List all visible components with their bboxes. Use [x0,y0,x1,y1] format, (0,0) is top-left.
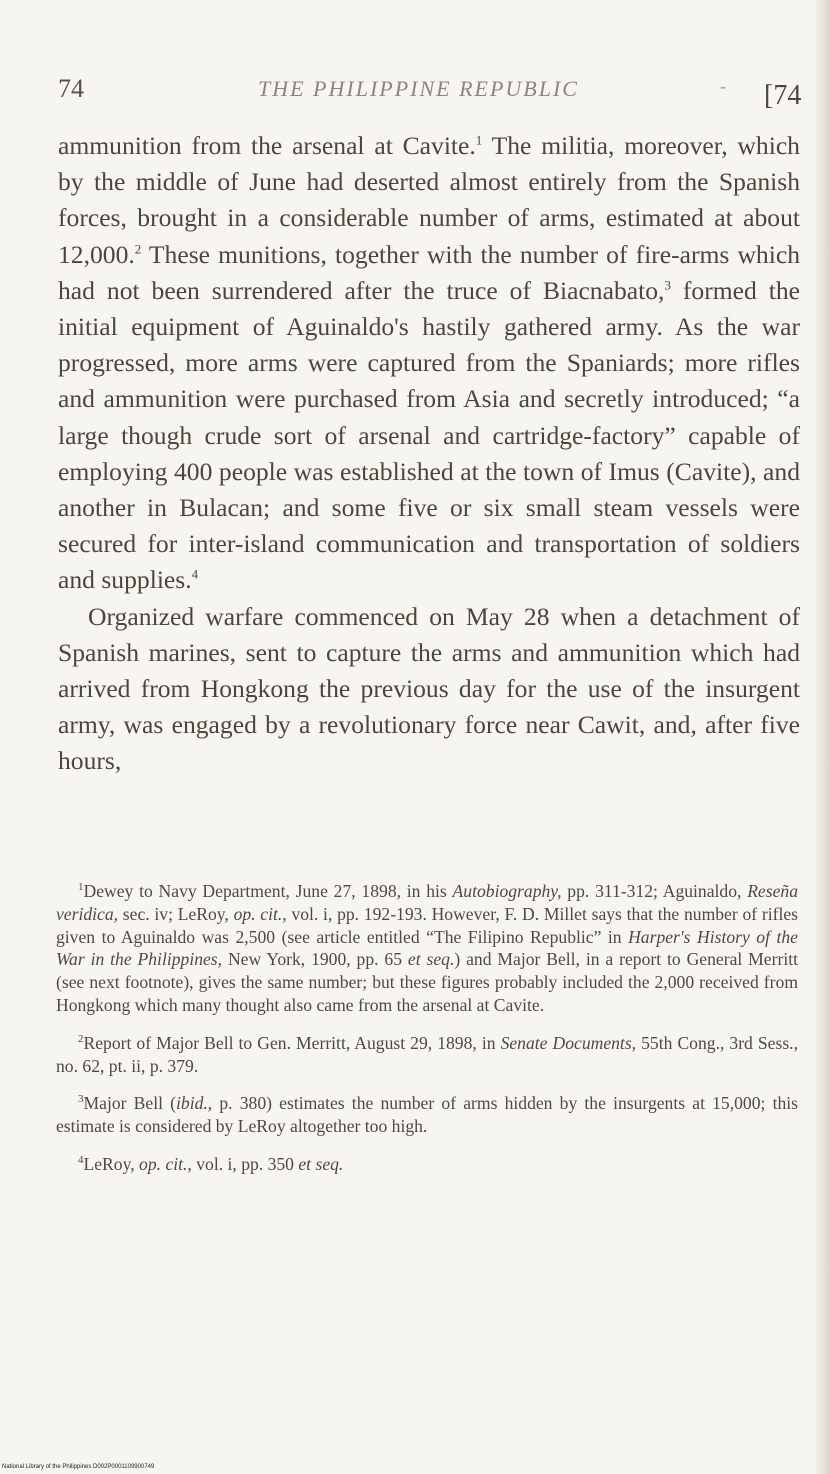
text-run: vol. i, pp. 350 [191,1153,299,1174]
page-edge-shadow [816,0,830,1474]
body-text [58,128,800,780]
paragraph-1 [58,128,800,599]
header-mark: - [720,76,726,96]
text-run: Report of Major Bell to Gen. Merritt, August 29, 1898, in [83,1032,501,1053]
text-run: 55th Cong., 3rd Sess., no. 62, pt. ii, p. 379. [56,1032,798,1076]
footnote-mark: 3 [78,1093,84,1106]
text-run: LeRoy, [83,1153,140,1174]
footnote-4 [56,1153,798,1176]
text-run: vol. i, pp. 192-193. However, F. D. Millet says that the number of rifles given to Aguinaldo was 2,500 (see article entitled “The Filipino Republic” in [56,903,799,947]
footnote-ref-2: 2 [134,241,142,257]
running-title: THE PHILIPPINE REPUBLIC [258,76,579,101]
italic-run: et seq. [407,949,455,970]
scan-credit: National Library of the Philippines D002P0001109900749 [2,1464,155,1470]
italic-run: Reseña veridica, [56,881,798,924]
italic-run: Autobiography, [452,881,562,901]
text-run: ammunition from the arsenal at Cavite. [58,131,476,160]
text-run: Dewey to Navy Department, June 27, 1898, in his [83,881,453,901]
italic-run: et seq. [298,1153,344,1174]
running-head [58,70,808,114]
footnote-3 [56,1092,798,1138]
text-run: These munitions, together with the number of fire-arms which had not been surrendered after the truce of Biacnabato, [58,239,800,305]
text-run: New York, 1900, pp. 65 [222,949,408,970]
italic-run: op. cit., [233,903,287,924]
text-run: p. 380) estimates the number of arms hidden by the insurgents at 15,000; this estimate is considered by LeRoy altogether too high. [56,1093,798,1137]
footnote-mark: 2 [78,1032,84,1045]
italic-run: Harper's History of the War in the Philippines, [56,926,798,970]
italic-run: op. cit., [139,1153,192,1174]
footnote-ref-3: 3 [664,277,671,293]
footnotes [56,880,798,1191]
footnote-ref-4: 4 [191,566,199,582]
footnote-ref-1: 1 [475,132,483,148]
italic-run: Senate Documents, [500,1032,637,1053]
paragraph-2: Organized warfare commenced on May 28 when a detachment of Spanish marines, sent to capture the arms and ammunition which had arrived from Hongkong the previous day for the use of the insurgent army, was engaged by a revolutionary force near Cawit, and, after five hours, [58,601,800,776]
text-run: formed the initial equipment of Aguinaldo's hastily gathered army. As the war progressed, more arms were captured from the Spaniards; more rifles and ammunition were purchased from Asia and secretly introduced; “a large though crude sort of arsenal and cartridge-factory” capable of employing 400 people was established at the town of Imus (Cavite), and another in Bulacan; and some five or six small steam vessels were secured for inter-island communication and transportation of soldiers and supplies. [58,275,800,595]
bracket-page-number: [74 [764,80,802,111]
text-run: Major Bell ( [83,1093,177,1114]
footnote-1 [56,880,798,1017]
text-run: pp. 311-312; Aguinaldo, [561,881,748,901]
text-run: sec. iv; LeRoy, [118,903,234,924]
page-number: 74 [58,74,84,103]
text-run: The militia, moreover, which by the middle of June had deserted almost entirely from the Spanish forces, brought in a considerable number of arms, estimated at about 12,000. [58,131,800,269]
text-run: ) and Major Bell, in a report to General Merritt (see next footnote), gives the same number; but these figures probably included the 2,000 received from Hongkong which many thought also came from the arsenal at Cavite. [56,949,798,1015]
footnote-mark: 1 [78,881,84,894]
footnote-2 [56,1032,798,1078]
italic-run: ibid., [176,1093,213,1114]
footnote-mark: 4 [78,1154,84,1167]
